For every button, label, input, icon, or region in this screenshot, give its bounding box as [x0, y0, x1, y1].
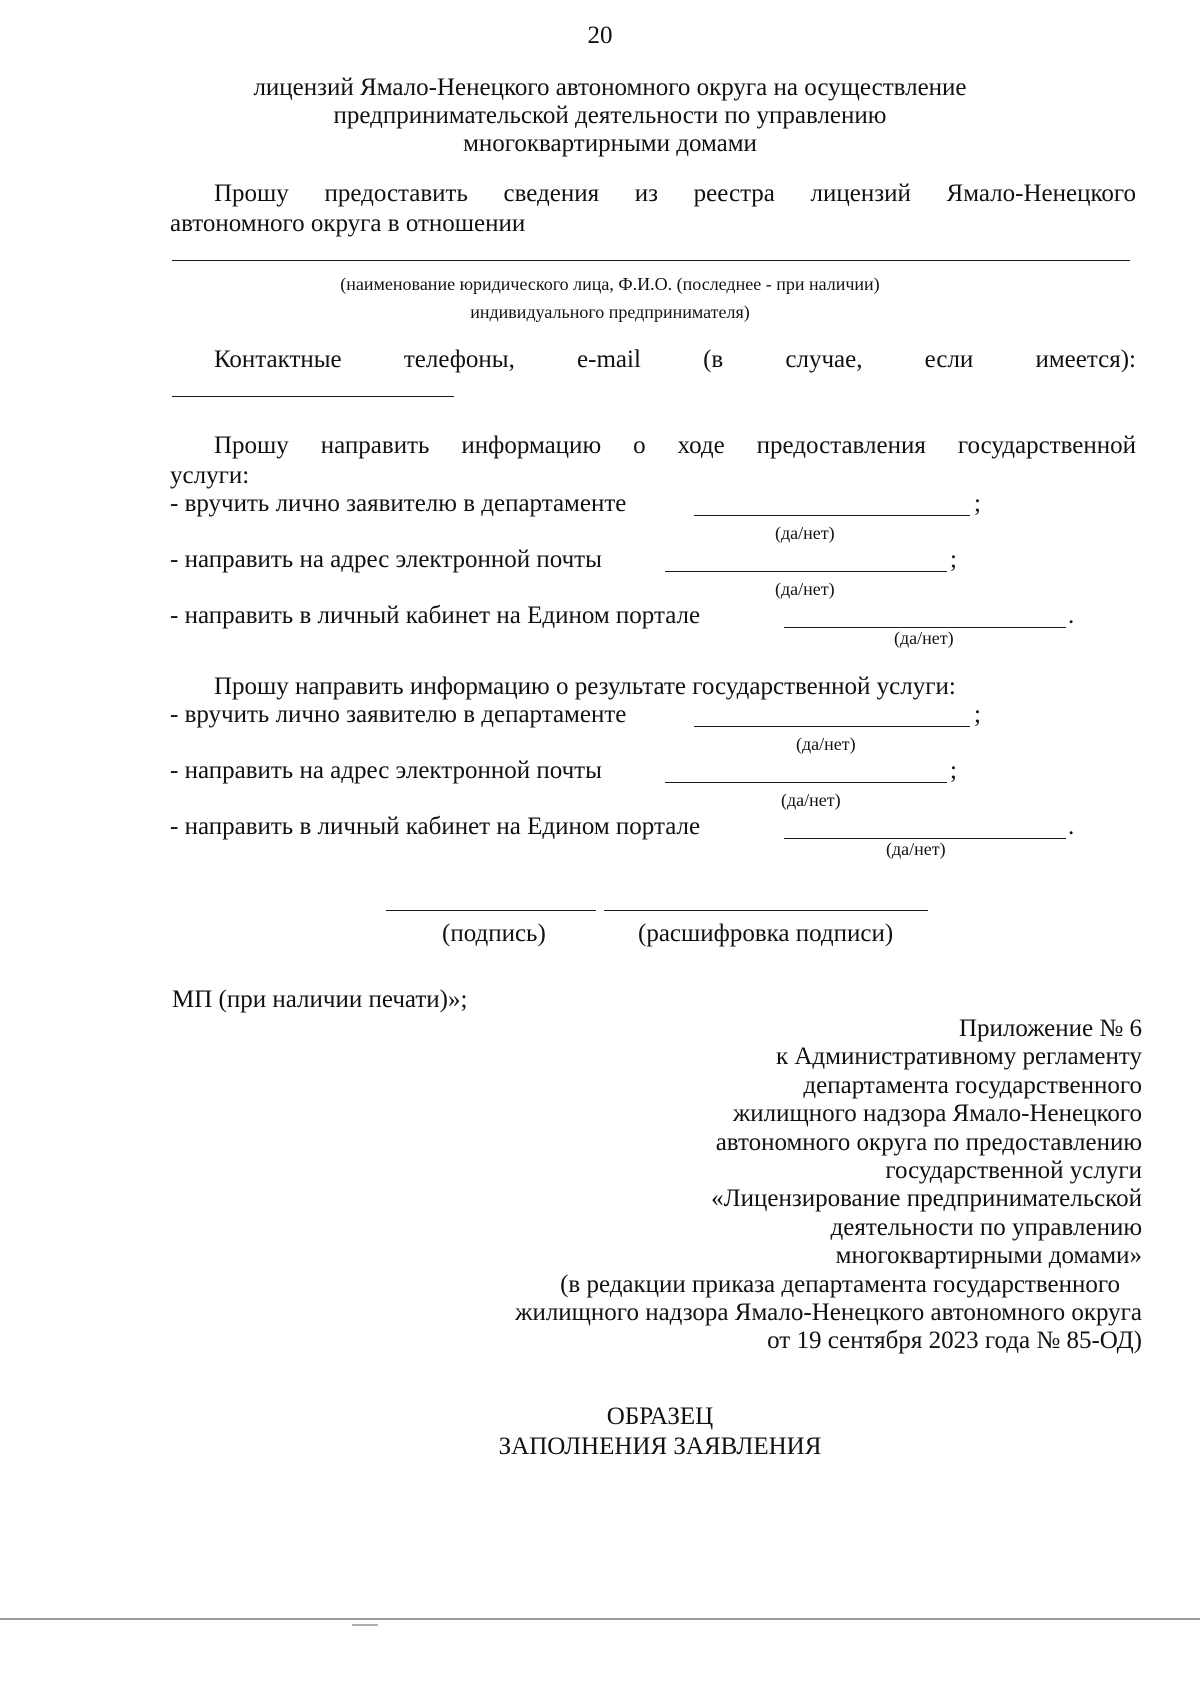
- result-portal-period: .: [1068, 813, 1075, 840]
- progress-option-portal: - направить в личный кабинет на Едином портале: [170, 602, 701, 629]
- progress-option-in-person: - вручить лично заявителю в департаменте: [170, 490, 627, 517]
- page-number: 20: [587, 22, 613, 49]
- result-in-person-semicolon: ;: [974, 701, 981, 728]
- applicant-name-caption: (наименование юридического лица, Ф.И.О. (последнее - при наличии) индивидуального предпринимателя): [340, 274, 880, 322]
- stamp-note: МП (при наличии печати)»;: [172, 986, 468, 1013]
- header-line-1: лицензий Ямало-Ненецкого автономного округа на осуществление: [253, 74, 967, 101]
- scan-mark: [352, 1624, 378, 1626]
- contacts-field[interactable]: [172, 396, 454, 397]
- result-intro: Прошу направить информацию о результате государственной услуги:: [214, 673, 956, 700]
- result-option-portal: - направить в личный кабинет на Едином портале: [170, 813, 701, 840]
- result-option-in-person: - вручить лично заявителю в департаменте: [170, 701, 627, 728]
- signature-label: (подпись): [442, 920, 546, 947]
- progress-portal-period: .: [1068, 602, 1075, 629]
- progress-email-field[interactable]: [665, 571, 947, 572]
- result-email-semicolon: ;: [950, 757, 957, 784]
- request-line-2: автономного округа в отношении: [170, 210, 526, 237]
- result-option-email: - направить на адрес электронной почты: [170, 757, 602, 784]
- header-line-3: многоквартирными домами: [463, 130, 757, 157]
- progress-in-person-semicolon: ;: [974, 490, 981, 517]
- progress-email-semicolon: ;: [950, 546, 957, 573]
- applicant-name-field[interactable]: [172, 260, 1130, 261]
- scan-edge-line: [0, 1618, 1200, 1620]
- appendix-block: Приложение № 6 к Административному регламенту департамента государственного жилищного надзора Ямало-Ненецкого автономного округа по предоставлению государственной услуги «Лицензирование предпринимательской деятельности по управлению многоквартирными домами» (в редакции приказа департамента государственного жилищного надзора Ямало-Ненецкого автономного округа от 19 сентября 2023 года № 85-ОД): [515, 1015, 1142, 1355]
- result-email-hint: (да/нет): [781, 790, 841, 810]
- document-header: [170, 74, 1050, 158]
- contacts-line: Контактные телефоны, e-mail (в случае, если имеется):: [214, 346, 1136, 373]
- sample-title-line-2: ЗАПОЛНЕНИЯ ЗАЯВЛЕНИЯ: [498, 1433, 822, 1460]
- progress-in-person-hint: (да/нет): [775, 523, 835, 543]
- header-line-2: предпринимательской деятельности по управлению: [333, 102, 887, 129]
- sample-title-line-1: ОБРАЗЕЦ: [606, 1403, 714, 1430]
- progress-option-email: - направить на адрес электронной почты: [170, 546, 602, 573]
- progress-in-person-field[interactable]: [694, 515, 970, 516]
- signature-decoding-field[interactable]: [604, 910, 928, 911]
- result-email-field[interactable]: [665, 782, 947, 783]
- signature-field[interactable]: [386, 910, 596, 911]
- progress-portal-hint: (да/нет): [894, 628, 954, 648]
- signature-decoding-label: (расшифровка подписи): [638, 920, 894, 947]
- request-line-1: Прошу предоставить сведения из реестра лицензий Ямало-Ненецкого: [214, 180, 1136, 207]
- progress-intro-line-2: услуги:: [170, 462, 250, 489]
- progress-email-hint: (да/нет): [775, 579, 835, 599]
- progress-intro-line-1: Прошу направить информацию о ходе предоставления государственной: [214, 432, 1136, 459]
- sample-title: [210, 1402, 1110, 1462]
- result-portal-hint: (да/нет): [886, 839, 946, 859]
- result-in-person-hint: (да/нет): [796, 734, 856, 754]
- result-in-person-field[interactable]: [694, 726, 970, 727]
